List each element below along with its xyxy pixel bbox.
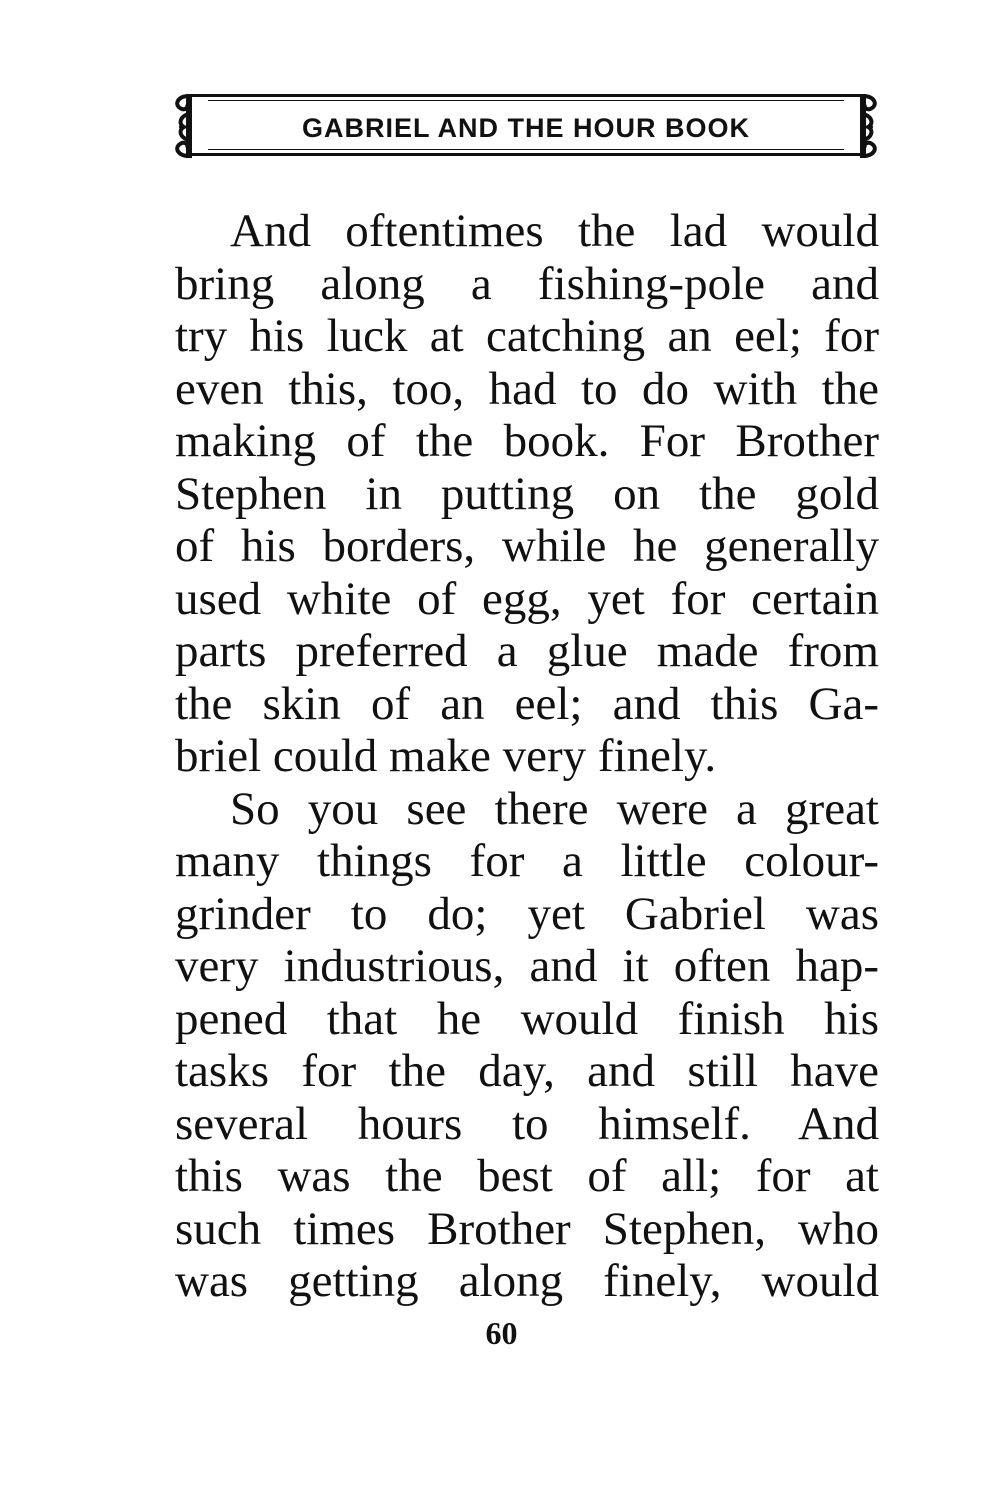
text-line: try his luck at catching an eel; for xyxy=(175,310,879,362)
text-line: the skin of an eel; and this Ga- xyxy=(175,677,879,730)
text-line: of his borders, while he generally xyxy=(175,520,879,572)
text-line: several hours to himself. And xyxy=(175,1097,879,1150)
text-line: grinder to do; yet Gabriel was xyxy=(175,887,879,940)
page-number: 60 xyxy=(485,1315,518,1351)
paragraph-2 xyxy=(175,783,879,1308)
header-rule-bottom-thin xyxy=(208,149,844,150)
text-line: very industrious, and it often hap- xyxy=(175,940,879,992)
body-text xyxy=(175,205,879,1308)
text-line: even this, too, had to do with the xyxy=(175,362,879,415)
text-line: parts preferred a glue made from xyxy=(175,625,879,677)
text-line: tasks for the day, and still have xyxy=(175,1045,879,1097)
text-line: such times Brother Stephen, who xyxy=(175,1202,879,1255)
text-line: And oftentimes the lad would xyxy=(230,205,879,257)
text-line: pened that he would finish his xyxy=(175,992,879,1045)
running-head-title: GABRIEL AND THE HOUR BOOK xyxy=(301,113,750,143)
text-line: used white of egg, yet for certain xyxy=(175,572,879,625)
text-line: many things for a little colour- xyxy=(175,835,879,887)
header-rule-top-thin xyxy=(208,100,844,101)
running-header xyxy=(170,90,882,164)
text-line: briel could make very finely. xyxy=(175,730,717,782)
scroll-ornament-right-icon xyxy=(844,90,882,164)
text-line: making of the book. For Brother xyxy=(175,415,879,467)
text-line: So you see there were a great xyxy=(230,782,879,835)
text-line: was getting along finely, would xyxy=(175,1255,879,1307)
text-line: Stephen in putting on the gold xyxy=(175,467,879,520)
header-rule-bottom xyxy=(208,153,844,156)
header-rule-top xyxy=(208,94,844,97)
text-line: bring along a fishing-pole and xyxy=(175,257,879,310)
scroll-ornament-left-icon xyxy=(170,90,208,164)
paragraph-1 xyxy=(175,205,879,783)
text-line: this was the best of all; for at xyxy=(175,1150,879,1202)
